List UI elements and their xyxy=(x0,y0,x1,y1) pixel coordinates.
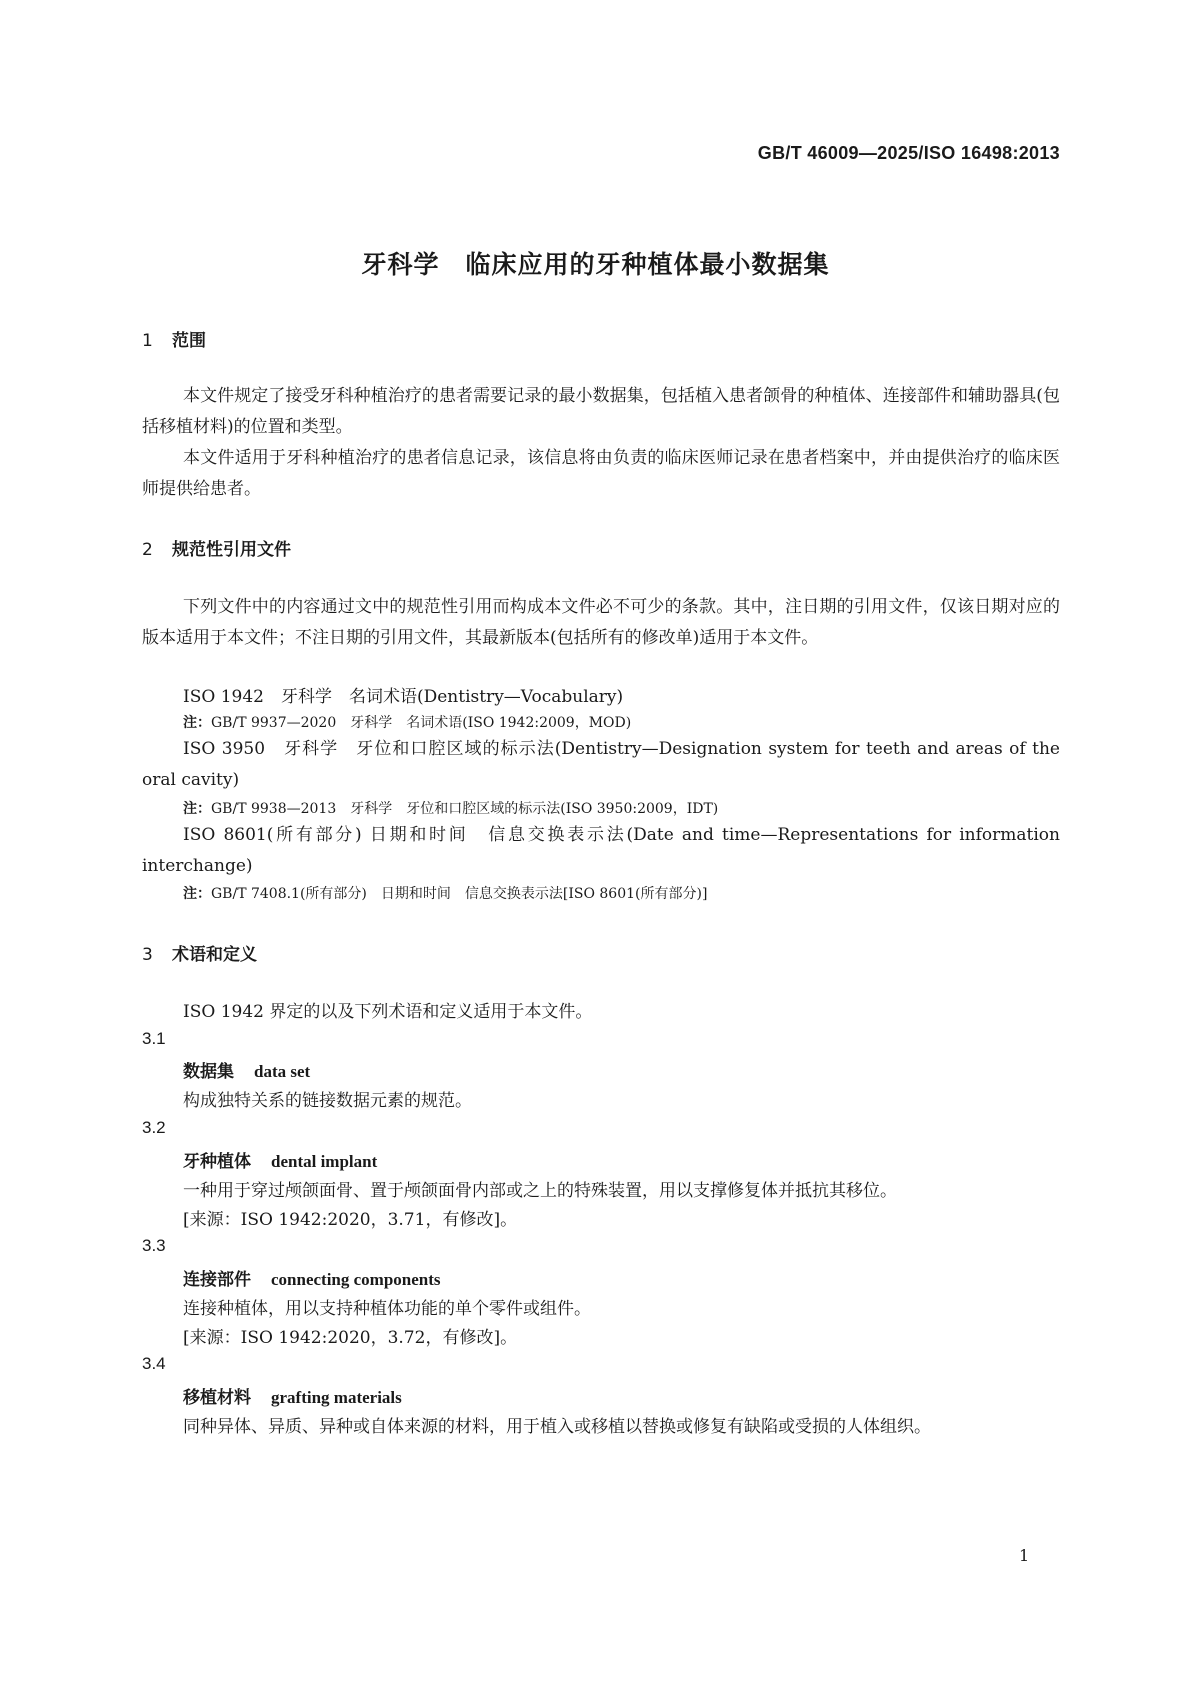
note-label: 注： xyxy=(183,886,211,902)
term-en: data set xyxy=(254,1062,311,1081)
term-number: 3.4 xyxy=(142,1354,166,1373)
term-en: dental implant xyxy=(271,1152,378,1171)
term-zh: 牙种植体 xyxy=(183,1152,251,1172)
term-definition: 同种异体、异质、异种或自体来源的材料，用于植入或移植以替换或修复有缺陷或受损的人体组织。 xyxy=(183,1417,931,1437)
term-title xyxy=(183,1057,310,1082)
document-title: 牙科学 临床应用的牙种植体最小数据集 xyxy=(361,250,830,279)
scope-paragraph-1: 本文件规定了接受牙科种植治疗的患者需要记录的最小数据集，包括植入患者颌骨的种植体、连接部件和辅助器具(包括移植材料)的位置和类型。 xyxy=(142,386,1060,437)
term-zh: 连接部件 xyxy=(183,1270,251,1290)
section-heading-terms-definitions xyxy=(142,940,257,965)
term-zh: 数据集 xyxy=(183,1062,234,1082)
reference-item: ISO 1942 牙科学 名词术语(Dentistry—Vocabulary) xyxy=(183,687,624,707)
note-label: 注： xyxy=(183,715,211,731)
section-number: 2 xyxy=(142,540,153,560)
terms-intro: ISO 1942 界定的以及下列术语和定义适用于本文件。 xyxy=(183,1002,593,1022)
scope-paragraph-2: 本文件适用于牙科种植治疗的患者信息记录，该信息将由负责的临床医师记录在患者档案中，并由提供治疗的临床医师提供给患者。 xyxy=(142,448,1060,499)
reference-note xyxy=(183,798,718,818)
term-title xyxy=(183,1383,402,1408)
reference-note xyxy=(183,883,707,903)
note-label: 注： xyxy=(183,801,211,817)
term-number: 3.3 xyxy=(142,1236,166,1255)
reference-item: ISO 3950 牙科学 牙位和口腔区域的标示法(Dentistry—Designation system for teeth and areas of the oral cavity) xyxy=(142,739,1060,790)
reference-item: ISO 8601(所有部分) 日期和时间 信息交换表示法(Date and time—Representations for information interchange) xyxy=(142,825,1060,876)
term-zh: 移植材料 xyxy=(183,1388,251,1408)
section-number: 3 xyxy=(142,945,153,965)
section-heading-normative-references xyxy=(142,535,291,560)
term-en: grafting materials xyxy=(271,1388,402,1407)
term-title xyxy=(183,1265,441,1290)
section-title: 范围 xyxy=(172,331,206,351)
term-definition: 连接种植体，用以支持种植体功能的单个零件或组件。 xyxy=(183,1299,591,1319)
reference-note xyxy=(183,712,631,732)
page-number: 1 xyxy=(1019,1546,1030,1565)
term-source: [来源：ISO 1942:2020，3.71，有修改]。 xyxy=(183,1210,518,1230)
section-title: 术语和定义 xyxy=(172,945,257,965)
term-title xyxy=(183,1147,377,1172)
term-definition: 构成独特关系的链接数据元素的规范。 xyxy=(183,1091,472,1111)
term-en: connecting components xyxy=(271,1270,441,1289)
note-text: GB/T 9938—2013 牙科学 牙位和口腔区域的标示法(ISO 3950:2009，IDT) xyxy=(211,801,719,817)
references-intro: 下列文件中的内容通过文中的规范性引用而构成本文件必不可少的条款。其中，注日期的引用文件，仅该日期对应的版本适用于本文件；不注日期的引用文件，其最新版本(包括所有的修改单)适用于本文件。 xyxy=(142,597,1060,648)
section-title: 规范性引用文件 xyxy=(172,540,291,560)
section-number: 1 xyxy=(142,331,153,351)
note-text: GB/T 9937—2020 牙科学 名词术语(ISO 1942:2009，MOD) xyxy=(211,715,632,731)
term-source: [来源：ISO 1942:2020，3.72，有修改]。 xyxy=(183,1328,518,1348)
term-number: 3.1 xyxy=(142,1029,166,1048)
note-text: GB/T 7408.1(所有部分) 日期和时间 信息交换表示法[ISO 8601(所有部分)] xyxy=(211,886,708,902)
standard-number: GB/T 46009—2025/ISO 16498:2013 xyxy=(757,143,1060,163)
term-definition: 一种用于穿过颅颌面骨、置于颅颌面骨内部或之上的特殊装置，用以支撑修复体并抵抗其移位。 xyxy=(183,1181,897,1201)
term-number: 3.2 xyxy=(142,1118,166,1137)
section-heading-scope xyxy=(142,326,206,351)
